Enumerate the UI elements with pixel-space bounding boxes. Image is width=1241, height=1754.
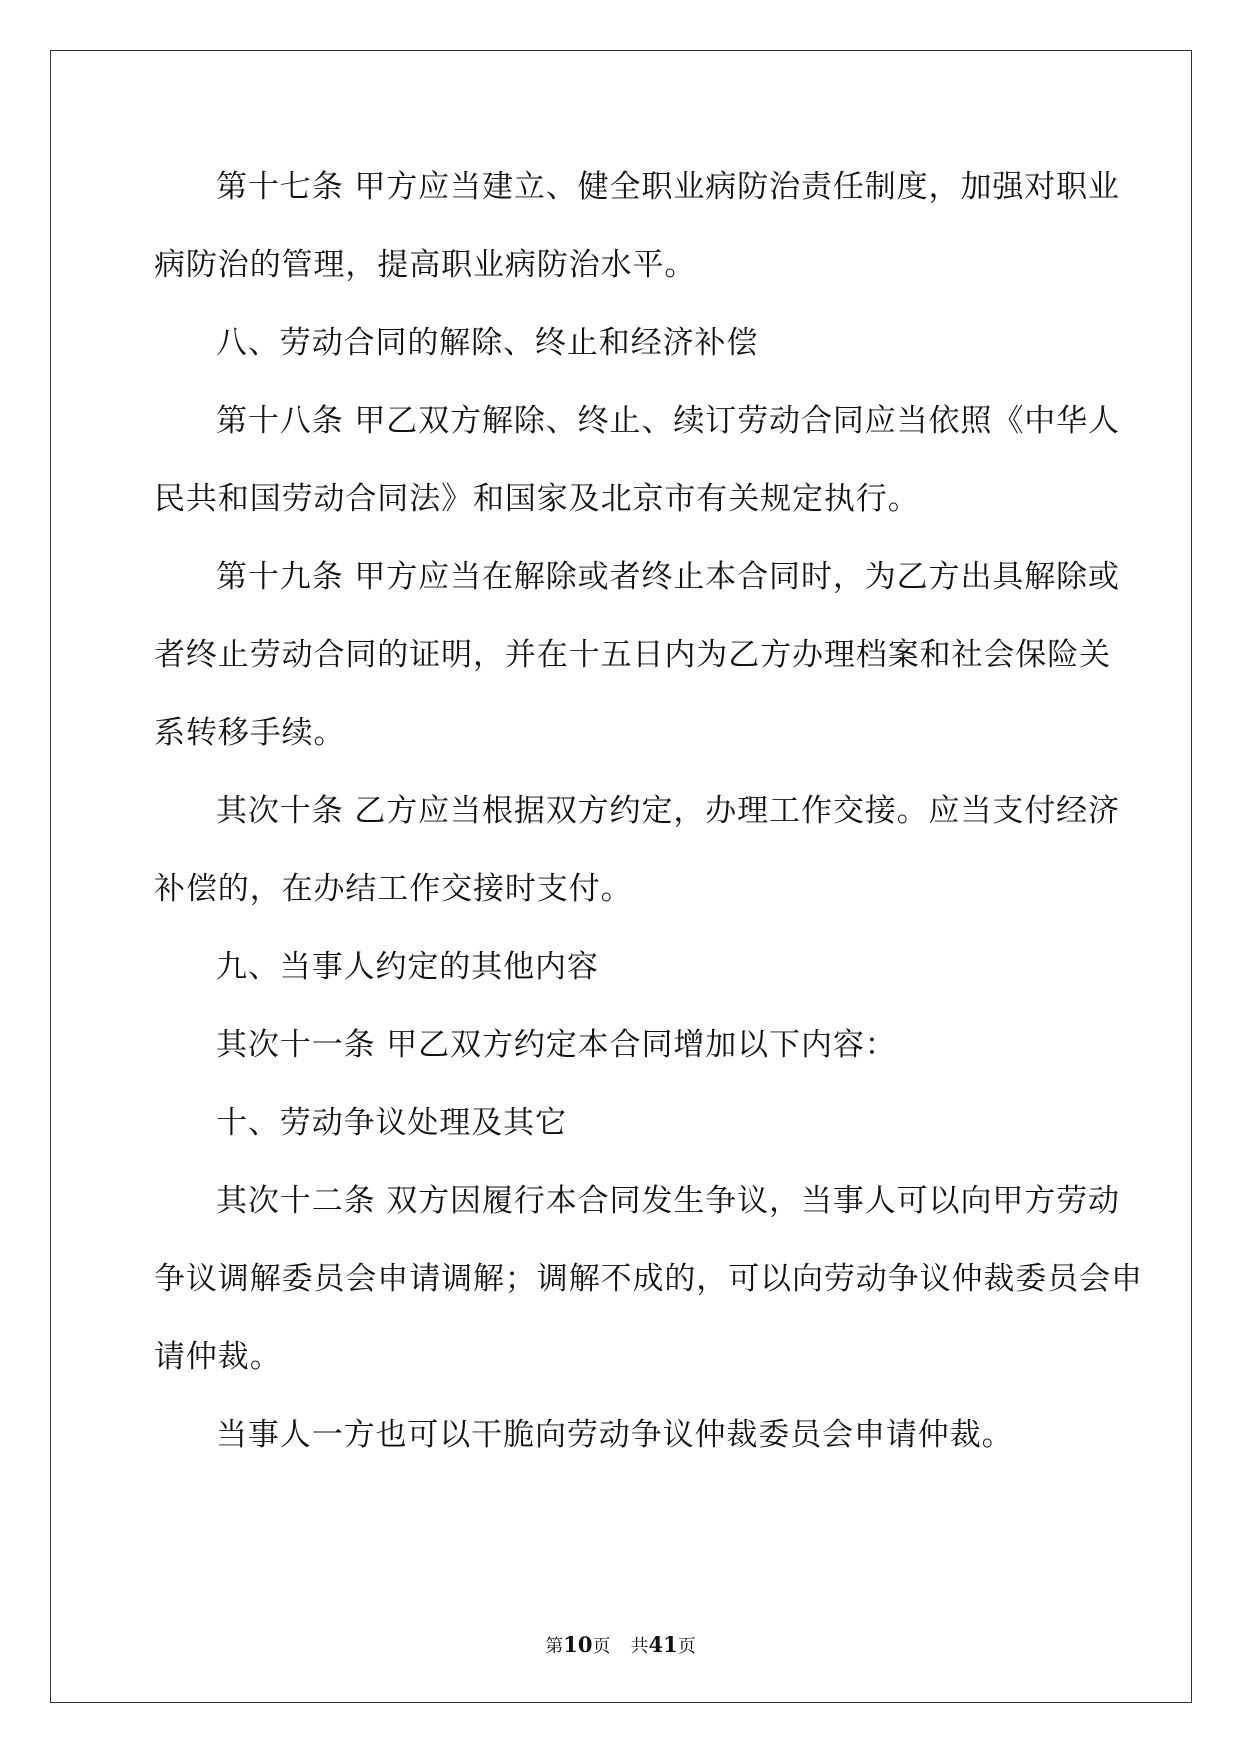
text-line: 第十七条 甲方应当建立、健全职业病防治责任制度，加强对职业 [216,169,1120,205]
page-number: 10 [563,1632,593,1657]
text-line: 第十八条 甲乙双方解除、终止、续订劳动合同应当依照《中华人 [216,403,1120,439]
text-line: 民共和国劳动合同法》和国家及北京市有关规定执行。 [154,481,920,517]
text-line: 其次十一条 甲乙双方约定本合同增加以下内容： [216,1027,897,1063]
section-heading: 十、劳动争议处理及其它 [216,1105,567,1141]
text-line: 当事人一方也可以干脆向劳动争议仲裁委员会申请仲裁。 [216,1417,1014,1453]
text-line: 系转移手续。 [154,715,346,751]
text-line: 争议调解委员会申请调解；调解不成的，可以向劳动争议仲裁委员会申 [154,1261,1143,1297]
total-prefix: 共 [630,1636,649,1657]
text-line: 病防治的管理，提高职业病防治水平。 [154,247,697,283]
page-suffix: 页 [592,1636,611,1657]
page-prefix: 第 [545,1636,564,1657]
section-heading: 九、当事人约定的其他内容 [216,949,599,985]
text-line: 其次十条 乙方应当根据双方约定，办理工作交接。应当支付经济 [216,793,1120,829]
total-pages: 41 [648,1632,678,1657]
page-footer [0,1632,1241,1658]
text-line: 第十九条 甲方应当在解除或者终止本合同时，为乙方出具解除或 [216,559,1120,595]
section-heading: 八、劳动合同的解除、终止和经济补偿 [216,325,759,361]
text-line: 者终止劳动合同的证明，并在十五日内为乙方办理档案和社会保险关 [154,637,1111,673]
text-line: 补偿的，在办结工作交接时支付。 [154,871,633,907]
total-suffix: 页 [677,1636,696,1657]
text-line: 其次十二条 双方因履行本合同发生争议，当事人可以向甲方劳动 [216,1183,1120,1219]
text-line: 请仲裁。 [154,1339,282,1375]
